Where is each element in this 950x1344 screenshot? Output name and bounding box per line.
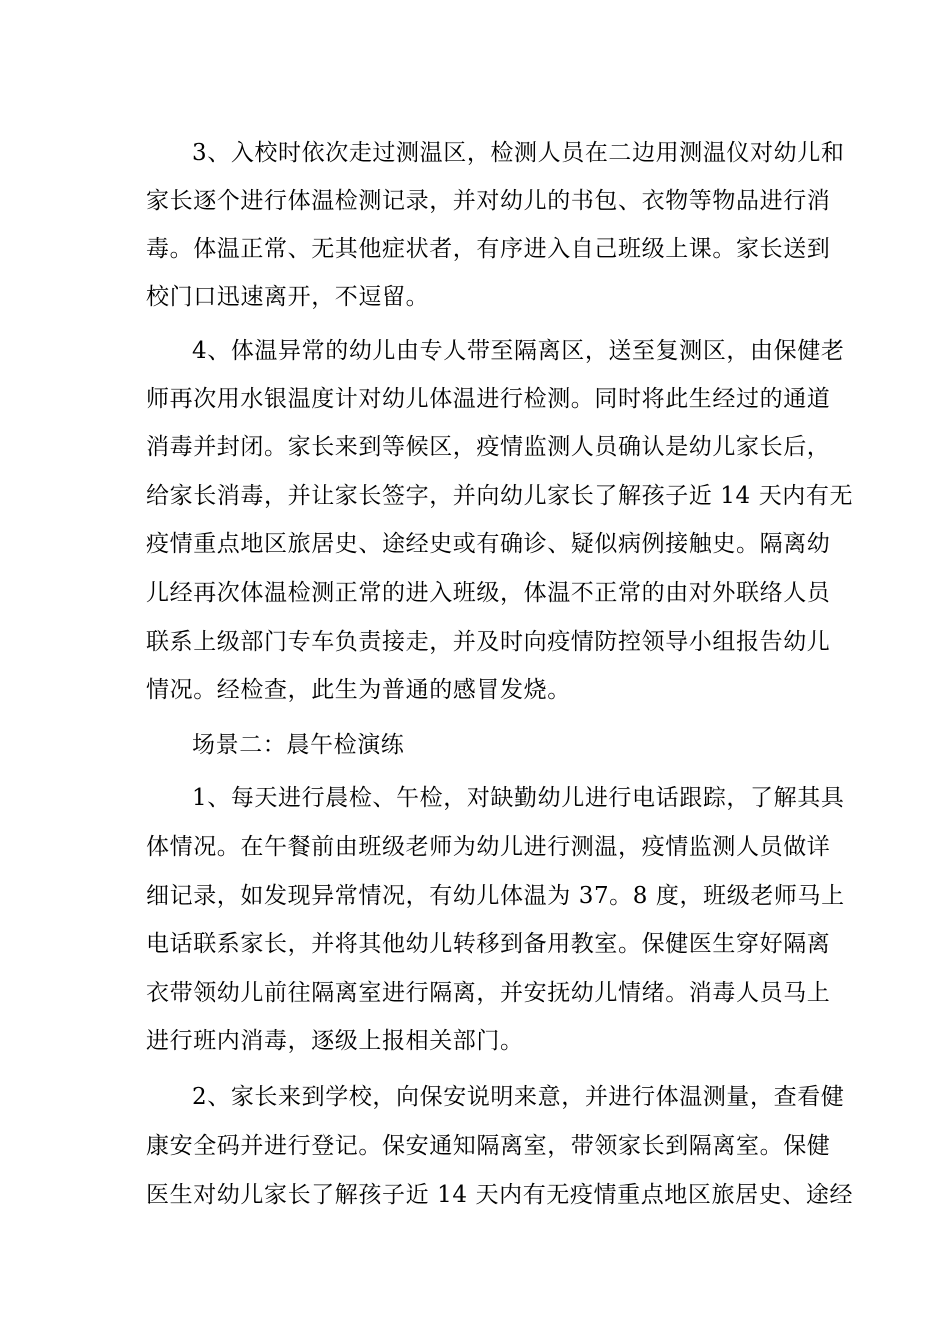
scene2-paragraph-1-line-1: 1、每天进行晨检、午检，对缺勤幼儿进行电话跟踪，了解其具 — [192, 785, 845, 811]
scene2-paragraph-1-line-4: 电话联系家长，并将其他幼儿转移到备用教室。保健医生穿好隔离 — [146, 931, 831, 957]
paragraph-4-line-7: 联系上级部门专车负责接走，并及时向疫情防控领导小组报告幼儿 — [146, 629, 831, 655]
paragraph-3-line-3: 毒。体温正常、无其他症状者，有序进入自己班级上课。家长送到 — [146, 236, 831, 262]
paragraph-4-line-1: 4、体温异常的幼儿由专人带至隔离区，送至复测区，由保健老 — [192, 338, 845, 364]
paragraph-4-line-3: 消毒并封闭。家长来到等候区，疫情监测人员确认是幼儿家长后， — [146, 434, 831, 460]
scene2-paragraph-2-line-1: 2、家长来到学校，向保安说明来意，并进行体温测量，查看健 — [192, 1084, 845, 1110]
paragraph-4-line-6: 儿经再次体温检测正常的进入班级，体温不正常的由对外联络人员 — [146, 580, 831, 606]
paragraph-4-line-4: 给家长消毒，并让家长签字，并向幼儿家长了解孩子近 14 天内有无 — [146, 483, 854, 509]
paragraph-4-line-5: 疫情重点地区旅居史、途经史或有确诊、疑似病例接触史。隔离幼 — [146, 531, 831, 557]
scene2-paragraph-2-line-2: 康安全码并进行登记。保安通知隔离室，带领家长到隔离室。保健 — [146, 1133, 831, 1159]
scene2-paragraph-1-line-6: 进行班内消毒，逐级上报相关部门。 — [146, 1028, 524, 1054]
section-heading-scene-2: 场景二：晨午检演练 — [192, 732, 405, 758]
scene2-paragraph-1-line-5: 衣带领幼儿前往隔离室进行隔离，并安抚幼儿情绪。消毒人员马上 — [146, 980, 831, 1006]
paragraph-4-line-8: 情况。经检查，此生为普通的感冒发烧。 — [146, 677, 571, 703]
paragraph-3-line-1: 3、入校时依次走过测温区，检测人员在二边用测温仪对幼儿和 — [192, 140, 845, 166]
paragraph-3-line-4: 校门口迅速离开，不逗留。 — [146, 284, 430, 310]
scene2-paragraph-1-line-3: 细记录，如发现异常情况，有幼儿体温为 37。8 度，班级老师马上 — [146, 883, 845, 909]
paragraph-3-line-2: 家长逐个进行体温检测记录，并对幼儿的书包、衣物等物品进行消 — [146, 188, 831, 214]
paragraph-4-line-2: 师再次用水银温度计对幼儿体温进行检测。同时将此生经过的通道 — [146, 386, 831, 412]
scene2-paragraph-1-line-2: 体情况。在午餐前由班级老师为幼儿进行测温，疫情监测人员做详 — [146, 834, 831, 860]
scene2-paragraph-2-line-3: 医生对幼儿家长了解孩子近 14 天内有无疫情重点地区旅居史、途经 — [146, 1182, 854, 1208]
